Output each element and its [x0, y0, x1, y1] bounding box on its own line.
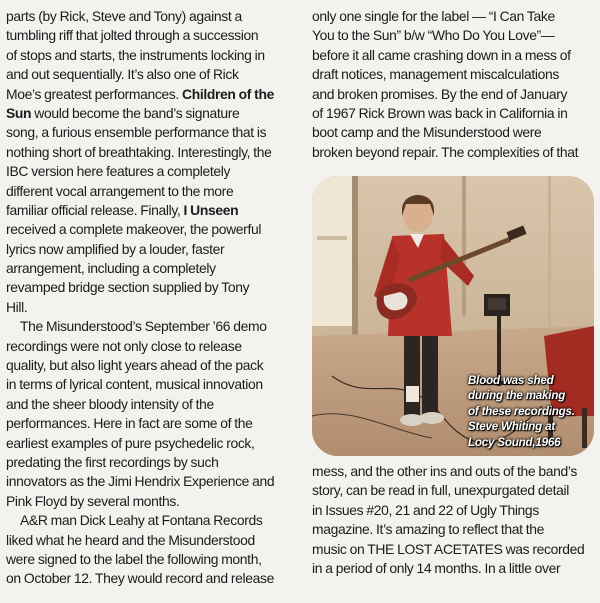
- text-line: Pink Floyd by several months.: [6, 492, 180, 509]
- left-column-text: [6, 7, 302, 589]
- text-line: on October 12. They would record and release: [6, 570, 275, 587]
- text-line: recordings were not only close to release: [6, 337, 242, 354]
- song-title-i-unseen: I Unseen: [183, 201, 239, 218]
- text-line: and broken promises. By the end of January: [312, 85, 568, 102]
- text-line: in terms of lyrical content, musical innovation: [6, 376, 263, 393]
- caption-line: during the making: [468, 389, 566, 403]
- text-line: You to the Sun” b/w “Who Do You Love”—: [312, 27, 555, 44]
- caption-line: of these recordings.: [468, 404, 575, 418]
- text-line: The Misunderstood’s September ’66 demo: [20, 318, 267, 335]
- text-line: and out sequentially. It’s also one of Rick: [6, 66, 239, 83]
- caption-line: Blood was shed: [468, 374, 554, 387]
- text-line: tumbling riff that jolted through a succession: [6, 27, 259, 44]
- text-line: liked what he heard and the Misunderstood: [6, 531, 255, 548]
- text-line: of stops and starts, the instruments locking in: [6, 46, 265, 63]
- text-run: would become the band’s signature: [31, 104, 240, 121]
- caption-line: Locy Sound,1966: [468, 435, 561, 449]
- text-line: quality, but also light years ahead of the pack: [6, 357, 264, 374]
- song-title-children-of-the-sun: Children of the: [182, 85, 274, 102]
- text-line: magazine. It’s amazing to reflect that the: [312, 521, 545, 538]
- text-line: song, a furious ensemble performance that is: [6, 124, 267, 141]
- text-line: Hill.: [6, 298, 28, 315]
- right-column-bottom-text: [312, 462, 598, 578]
- text-line: boot camp and the Misunderstood were: [312, 124, 542, 141]
- text-line: draft notices, management miscalculations: [312, 66, 559, 83]
- text-line: IBC version here features a completely: [6, 163, 231, 180]
- text-line: [6, 85, 302, 104]
- song-title-children-of-the-sun-tail: Sun: [6, 104, 32, 121]
- text-line: parts (by Rick, Steve and Tony) against a: [6, 8, 242, 24]
- text-run: familiar official release. Finally,: [6, 201, 184, 218]
- text-line: were signed to the label the following month,: [6, 550, 262, 567]
- text-line: lyrics now amplified by a louder, faster: [6, 240, 225, 257]
- text-line: of 1967 Rick Brown was back in California in: [312, 104, 568, 121]
- text-line: broken beyond repair. The complexities of that: [312, 143, 579, 160]
- text-line: story, can be read in full, unexpurgated detail: [312, 482, 569, 499]
- text-line: in a period of only 14 months. In a little over: [312, 559, 561, 576]
- text-line: performances. Here in fact are some of the: [6, 415, 253, 432]
- text-line: and the sheer bloody intensity of the: [6, 395, 214, 412]
- text-line: mess, and the other ins and outs of the band’s: [312, 463, 577, 479]
- text-line: revamped bridge section supplied by Tony: [6, 279, 250, 296]
- text-line: A&R man Dick Leahy at Fontana Records: [20, 512, 263, 529]
- text-line: different vocal arrangement to the more: [6, 182, 234, 199]
- text-line: before it all came crashing down in a mess of: [312, 46, 571, 63]
- text-run: Moe’s greatest performances.: [6, 85, 183, 102]
- text-line: predating the first recordings by such: [6, 453, 219, 470]
- right-column-top-text: [312, 7, 598, 162]
- text-line: only one single for the label — “I Can Take: [312, 8, 555, 24]
- text-line: innovators as the Jimi Hendrix Experience and: [6, 473, 275, 490]
- text-line: earliest examples of pure psychedelic rock,: [6, 434, 255, 451]
- text-line: music on THE LOST ACETATES was recorded: [312, 540, 585, 557]
- caption-line: Steve Whiting at: [468, 420, 555, 434]
- photo-caption: [468, 373, 590, 450]
- text-line: in Issues #20, 21 and 22 of Ugly Things: [312, 501, 539, 518]
- text-line: [6, 104, 302, 123]
- text-line: nothing short of breathtaking. Interestingly, the: [6, 143, 272, 160]
- text-line: [6, 201, 302, 220]
- text-line: arrangement, including a completely: [6, 260, 216, 277]
- text-line: received a complete makeover, the powerful: [6, 221, 262, 238]
